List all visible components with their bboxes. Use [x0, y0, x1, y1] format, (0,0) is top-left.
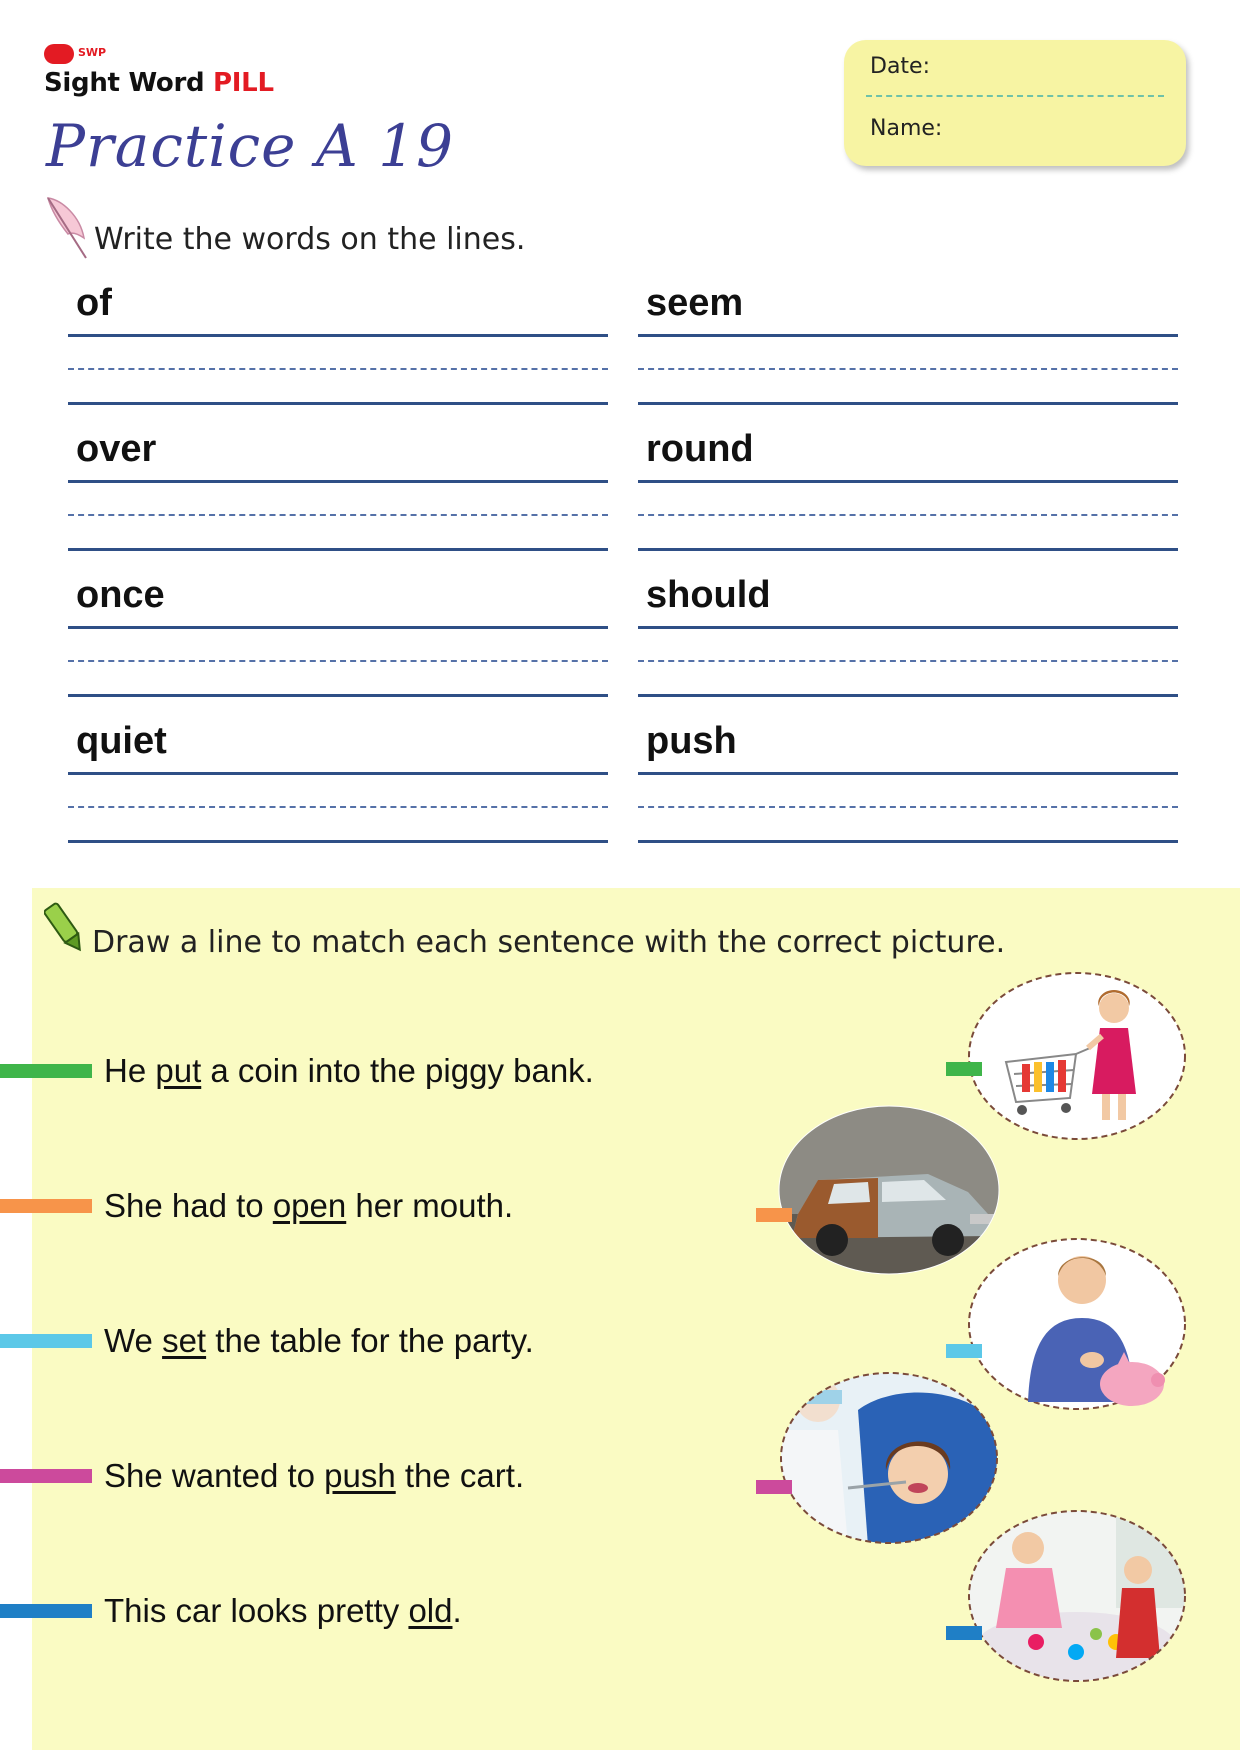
name-label: Name: [870, 116, 943, 141]
writing-line-bottom[interactable] [68, 694, 608, 697]
writing-line-middle [638, 514, 1178, 516]
keyword: open [272, 1187, 347, 1224]
sight-word: should [646, 574, 771, 616]
writing-line-middle [68, 514, 608, 516]
green-marker-icon [44, 900, 88, 960]
word-block-seem [638, 282, 1178, 428]
writing-line-bottom[interactable] [638, 840, 1178, 843]
brand-title-accent: PILL [213, 68, 274, 98]
writing-line-middle [68, 660, 608, 662]
brand-abbrev: SWP [78, 46, 107, 59]
write-instruction: Write the words on the lines. [94, 222, 526, 257]
match-bar[interactable] [0, 1064, 92, 1078]
writing-line-top [638, 334, 1178, 337]
picture-tag[interactable] [946, 1062, 982, 1076]
word-block-quiet [68, 720, 608, 866]
sentence-text: She wanted to push the cart. [104, 1457, 525, 1494]
keyword: old [408, 1592, 453, 1629]
word-block-round [638, 428, 1178, 574]
writing-line-top [68, 334, 608, 337]
keyword: put [155, 1052, 202, 1089]
sentence-text: She had to open her mouth. [104, 1187, 514, 1224]
date-divider [866, 95, 1164, 97]
word-block-should [638, 574, 1178, 720]
writing-line-bottom[interactable] [68, 548, 608, 551]
writing-line-top [638, 480, 1178, 483]
sentence-text: We set the table for the party. [104, 1322, 534, 1359]
match-bar[interactable] [0, 1334, 92, 1348]
brand-title-main: Sight Word [44, 68, 214, 98]
sight-word: seem [646, 282, 744, 324]
keyword: push [324, 1457, 396, 1494]
writing-line-top [638, 772, 1178, 775]
match-instruction: Draw a line to match each sentence with the correct picture. [92, 925, 1006, 960]
feather-quill-icon [42, 194, 88, 262]
writing-line-top [68, 772, 608, 775]
word-block-over [68, 428, 608, 574]
writing-line-middle [68, 368, 608, 370]
writing-line-bottom[interactable] [638, 694, 1178, 697]
writing-line-top [638, 626, 1178, 629]
sentence-text: This car looks pretty old. [104, 1592, 462, 1629]
writing-line-middle [638, 806, 1178, 808]
picture-tag[interactable] [946, 1344, 982, 1358]
writing-line-bottom[interactable] [638, 548, 1178, 551]
keyword: set [162, 1322, 207, 1359]
page-title: Practice A 19 [46, 112, 455, 180]
sight-word: over [76, 428, 157, 470]
date-label: Date: [870, 54, 930, 79]
writing-line-middle [638, 368, 1178, 370]
picture-tag[interactable] [756, 1208, 792, 1222]
pill-logo-icon [44, 44, 74, 64]
match-bar[interactable] [0, 1604, 92, 1618]
match-bar[interactable] [0, 1199, 92, 1213]
writing-line-top [68, 626, 608, 629]
picture-tag[interactable] [756, 1480, 792, 1494]
brand-logo [44, 44, 284, 104]
writing-line-top [68, 480, 608, 483]
sight-word: round [646, 428, 754, 470]
sentence-text: He put a coin into the piggy bank. [104, 1052, 594, 1089]
setting-party-table-photo[interactable] [966, 1508, 1188, 1684]
sight-word: push [646, 720, 737, 762]
writing-line-bottom[interactable] [68, 840, 608, 843]
writing-line-bottom[interactable] [638, 402, 1178, 405]
writing-line-bottom[interactable] [68, 402, 608, 405]
sight-word: quiet [76, 720, 167, 762]
sight-word: once [76, 574, 165, 616]
writing-line-middle [638, 660, 1178, 662]
word-block-once [68, 574, 608, 720]
word-block-of [68, 282, 608, 428]
sight-word: of [76, 282, 112, 324]
word-block-push [638, 720, 1178, 866]
picture-tag[interactable] [946, 1626, 982, 1640]
match-bar[interactable] [0, 1469, 92, 1483]
writing-line-middle [68, 806, 608, 808]
brand-title [44, 68, 274, 98]
date-name-box [844, 40, 1186, 166]
